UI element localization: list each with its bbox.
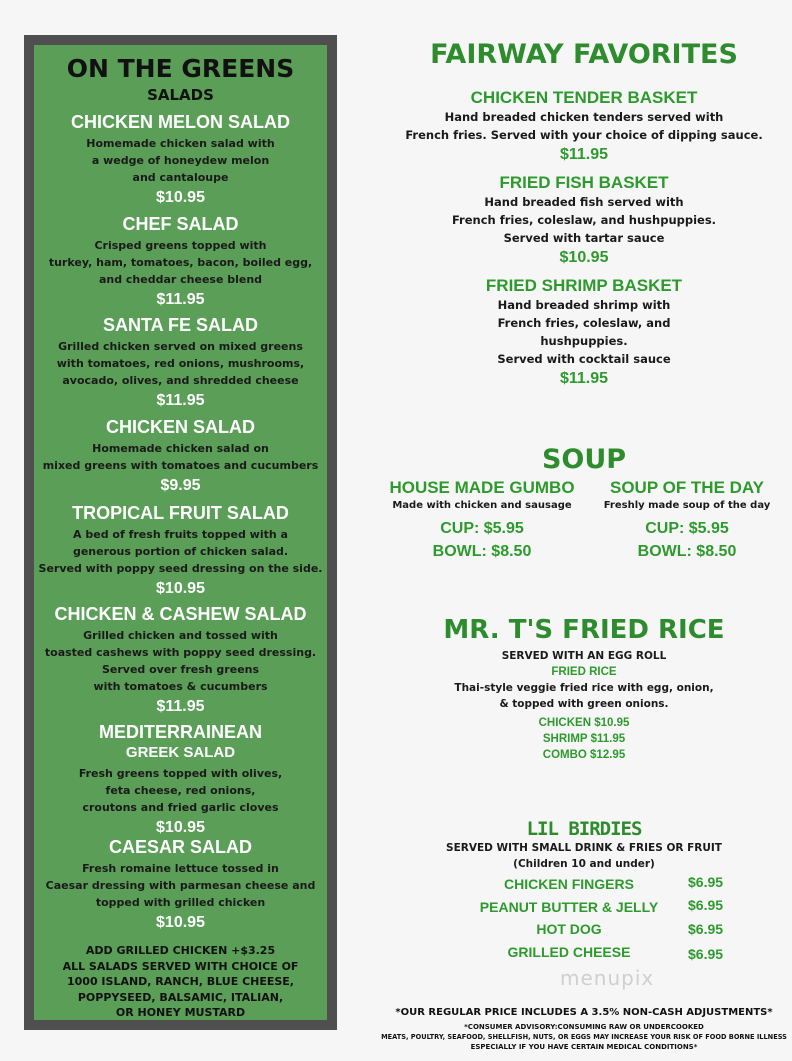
fairway-item-desc: Hand breaded fish served with French fries, coleslaw, and hushpuppies. Served with tartar sauce bbox=[451, 195, 717, 245]
soup-cup-price: CUP: $5.95 bbox=[440, 520, 524, 537]
salads-footer: ADD GRILLED CHICKEN +$3.25 ALL SALADS SERVED WITH CHOICE OF 1000 ISLAND, RANCH, BLUE CHEESE, POPPYSEED, BALSAMIC, ITALIAN, OR HONEY MUSTARD bbox=[62, 944, 299, 1019]
salad-name-line2: GREEK SALAD bbox=[125, 744, 236, 761]
fairway-item-price: $11.95 bbox=[559, 146, 609, 163]
fairway-item-name: FRIED SHRIMP BASKET bbox=[485, 276, 683, 295]
soup-item bbox=[378, 478, 586, 563]
kids-item-name: PEANUT BUTTER & JELLY bbox=[479, 899, 659, 915]
soup-desc: Freshly made soup of the day bbox=[603, 500, 771, 511]
rice-served: SERVED WITH AN EGG ROLL bbox=[501, 650, 667, 662]
salad-desc: Grilled chicken served on mixed greens with tomatoes, red onions, mushrooms, avocado, olives, and shredded cheese bbox=[56, 340, 305, 387]
rice-option: COMBO $12.95 bbox=[542, 749, 626, 761]
salad-price: $10.95 bbox=[156, 819, 205, 836]
salad-item bbox=[34, 721, 327, 838]
salad-name: CAESAR SALAD bbox=[108, 837, 252, 857]
salad-item bbox=[34, 111, 327, 208]
watermark: menupix bbox=[560, 966, 655, 990]
rice-title: MR. T'S FRIED RICE bbox=[443, 615, 725, 645]
rice-block bbox=[376, 648, 792, 763]
salad-desc: Crisped greens topped with turkey, ham, tomatoes, bacon, boiled egg, and cheddar cheese blend bbox=[48, 239, 313, 286]
salad-desc: Fresh greens topped with olives, feta cheese, red onions, croutons and fried garlic cloves bbox=[78, 767, 283, 814]
salad-price: $11.95 bbox=[156, 392, 205, 409]
salad-name: MEDITERRAINEAN bbox=[98, 722, 262, 742]
soup-item bbox=[592, 478, 782, 563]
fairway-item bbox=[376, 88, 792, 166]
rice-desc: Thai-style veggie fried rice with egg, onion, & topped with green onions. bbox=[454, 682, 714, 710]
salad-price: $9.95 bbox=[160, 477, 201, 494]
fairway-item bbox=[376, 173, 792, 269]
kids-age: (Children 10 and under) bbox=[513, 858, 655, 870]
salad-desc: Fresh romaine lettuce tossed in Caesar dressing with parmesan cheese and topped with grilled chicken bbox=[45, 862, 316, 909]
salad-item bbox=[34, 603, 327, 717]
soup-cup-price: CUP: $5.95 bbox=[645, 520, 729, 537]
salad-name: CHICKEN & CASHEW SALAD bbox=[54, 604, 307, 624]
fairway-item bbox=[376, 276, 792, 390]
salad-name: CHEF SALAD bbox=[122, 214, 239, 234]
salad-desc: Homemade chicken salad on mixed greens with tomatoes and cucumbers bbox=[42, 442, 319, 472]
salad-item bbox=[34, 502, 327, 599]
salads-subtitle: SALADS bbox=[147, 86, 214, 104]
salad-desc: Homemade chicken salad with a wedge of honeydew melon and cantaloupe bbox=[86, 137, 275, 184]
salad-name: TROPICAL FRUIT SALAD bbox=[72, 503, 289, 523]
salad-item bbox=[34, 416, 327, 496]
kids-served: SERVED WITH SMALL DRINK & FRIES OR FRUIT bbox=[446, 842, 722, 854]
salads-panel bbox=[34, 45, 327, 1020]
fairway-item-price: $10.95 bbox=[559, 249, 609, 266]
kids-item-price: $6.95 bbox=[688, 874, 724, 890]
kids-info bbox=[376, 840, 792, 872]
salad-price: $10.95 bbox=[156, 914, 205, 931]
fairway-item-name: CHICKEN TENDER BASKET bbox=[470, 88, 698, 107]
kids-item-name: HOT DOG bbox=[536, 921, 602, 937]
fairway-item-price: $11.95 bbox=[559, 370, 609, 387]
fairway-title: FAIRWAY FAVORITES bbox=[430, 39, 738, 70]
salad-name: SANTA FE SALAD bbox=[103, 315, 258, 335]
fairway-item-desc: Hand breaded shrimp with French fries, coleslaw, and hushpuppies. Served with cocktail sauce bbox=[497, 298, 671, 366]
fairway-item-name: FRIED FISH BASKET bbox=[499, 173, 669, 192]
soup-bowl-price: BOWL: $8.50 bbox=[432, 543, 532, 560]
rice-option: SHRIMP $11.95 bbox=[542, 733, 626, 745]
consumer-advisory: *CONSUMER ADVISORY:CONSUMING RAW OR UNDERCOOKED MEATS, POULTRY, SEAFOOD, SHELLFISH, NUTS, OR EGGS MAY INCREASE YOUR RISK OF FOOD BORNE ILLNESS ESPECIALLY IF YOU HAVE CERTAIN MEDICAL CONDITIONS* bbox=[381, 1023, 787, 1051]
fairway-item-desc: Hand breaded chicken tenders served with French fries. Served with your choice of dipping sauce. bbox=[405, 110, 763, 142]
kids-item-price: $6.95 bbox=[688, 921, 724, 937]
salad-price: $10.95 bbox=[156, 580, 205, 597]
soup-desc: Made with chicken and sausage bbox=[392, 500, 572, 511]
kids-title: LIL BIRDIES bbox=[526, 818, 642, 840]
salad-item bbox=[34, 836, 327, 933]
kids-item-name: CHICKEN FINGERS bbox=[504, 876, 634, 892]
kids-item-price: $6.95 bbox=[688, 946, 724, 962]
salad-price: $11.95 bbox=[156, 698, 205, 715]
soup-name: SOUP OF THE DAY bbox=[610, 478, 764, 497]
price-disclaimer: *OUR REGULAR PRICE INCLUDES A 3.5% NON-CASH ADJUSTMENTS* bbox=[395, 1007, 773, 1018]
salad-name: CHICKEN SALAD bbox=[105, 417, 255, 437]
soup-name: HOUSE MADE GUMBO bbox=[389, 478, 575, 497]
salad-item bbox=[34, 314, 327, 411]
rice-name: FRIED RICE bbox=[551, 666, 617, 678]
soup-title: SOUP bbox=[541, 444, 627, 475]
salad-price: $10.95 bbox=[156, 189, 205, 206]
salad-name: CHICKEN MELON SALAD bbox=[71, 112, 290, 132]
salad-desc: Grilled chicken and tossed with toasted cashews with poppy seed dressing. Served over fresh greens with tomatoes & cucumbers bbox=[44, 629, 317, 693]
salad-price: $11.95 bbox=[156, 291, 205, 308]
salad-desc: A bed of fresh fruits topped with a generous portion of chicken salad. Served with poppy seed dressing on the side. bbox=[38, 528, 323, 575]
soup-bowl-price: BOWL: $8.50 bbox=[637, 543, 737, 560]
kids-item-price: $6.95 bbox=[688, 897, 724, 913]
salads-panel-frame bbox=[24, 35, 337, 1030]
kids-item-name: GRILLED CHEESE bbox=[507, 944, 631, 960]
rice-option: CHICKEN $10.95 bbox=[538, 717, 630, 729]
salad-item bbox=[34, 213, 327, 310]
salads-title: ON THE GREENS bbox=[66, 54, 295, 83]
